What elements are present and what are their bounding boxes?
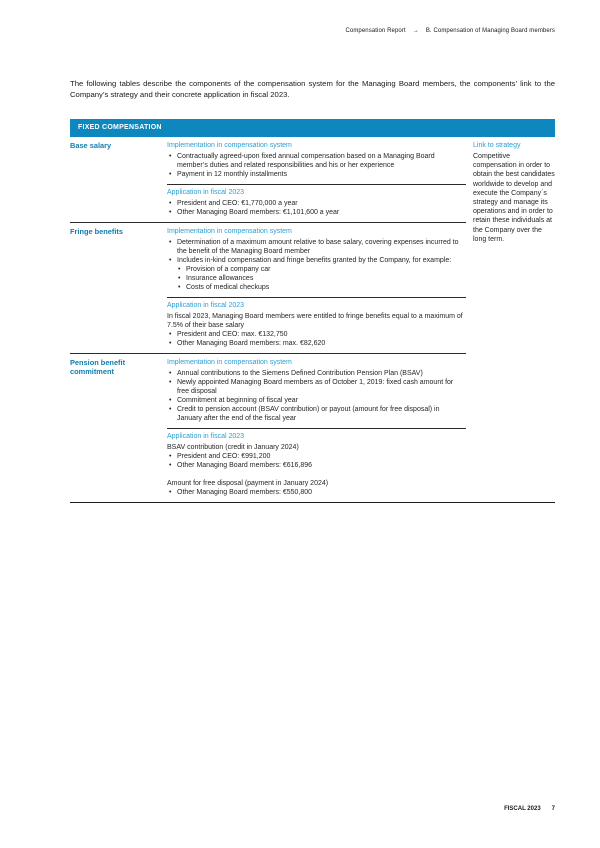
table-band-title: FIXED COMPENSATION bbox=[70, 119, 555, 137]
bullet-item: • Annual contributions to the Siemens Defined Contribution Pension Plan (BSAV) bbox=[167, 369, 466, 378]
fixed-compensation-table bbox=[70, 119, 555, 503]
bullet-item: • Other Managing Board members: €616,896 bbox=[167, 461, 466, 470]
sub-bullet-item: • Costs of medical checkups bbox=[167, 283, 466, 292]
link-to-strategy-column bbox=[473, 137, 555, 502]
implementation-block bbox=[167, 141, 466, 179]
breadcrumb-section: Compensation Report bbox=[345, 28, 406, 34]
bullet-item: • Includes in-kind compensation and fringe benefits granted by the Company, for example: bbox=[167, 256, 466, 265]
bullet-item: • Payment in 12 monthly installments bbox=[167, 170, 466, 179]
application-heading: Application in fiscal 2023 bbox=[167, 302, 245, 309]
table-rows-column bbox=[70, 137, 466, 502]
bullet-item: • President and CEO: max. €132,750 bbox=[167, 330, 466, 339]
row-label: Pension benefit commitment bbox=[70, 358, 126, 376]
bullet-item: • President and CEO: €991,200 bbox=[167, 452, 466, 461]
row-label: Base salary bbox=[70, 141, 112, 150]
application-block bbox=[167, 428, 466, 497]
row-content bbox=[167, 358, 466, 497]
application-heading: Application in fiscal 2023 bbox=[167, 433, 245, 440]
table-row bbox=[70, 222, 466, 353]
row-content bbox=[167, 141, 466, 217]
bullet-item: • Other Managing Board members: €1,101,600 a year bbox=[167, 208, 466, 217]
row-label: Fringe benefits bbox=[70, 227, 123, 236]
bullet-item: • Other Managing Board members: €550,800 bbox=[167, 488, 466, 497]
paragraph: BSAV contribution (credit in January 2024) bbox=[167, 444, 299, 451]
bullet-item: • Commitment at beginning of fiscal year bbox=[167, 396, 466, 405]
intro-paragraph: The following tables describe the components of the compensation system for the Managing Board members, the components’ link to the Company’s strategy and their concrete application in fiscal 2023. bbox=[70, 79, 555, 99]
bullet-item: • Credit to pension account (BSAV contribution) or payout (amount for free disposal) in January after the end of the fiscal year bbox=[167, 405, 466, 423]
table-row bbox=[70, 137, 466, 222]
bullet-item: • President and CEO: €1,770,000 a year bbox=[167, 199, 466, 208]
bullet-item: • Determination of a maximum amount relative to base salary, covering expenses incurred to the benefit of the Managing Board member bbox=[167, 238, 466, 256]
page-footer bbox=[504, 806, 555, 812]
row-content bbox=[167, 227, 466, 348]
application-heading: Application in fiscal 2023 bbox=[167, 189, 245, 196]
footer-page-number: 7 bbox=[551, 806, 555, 812]
bullet-item: • Other Managing Board members: max. €82,620 bbox=[167, 339, 466, 348]
bullet-item: • Contractually agreed-upon fixed annual compensation based on a Managing Board member’s duties and related responsibilities and his or her experience bbox=[167, 152, 466, 170]
implementation-heading: Implementation in compensation system bbox=[167, 359, 292, 366]
table-row bbox=[70, 353, 466, 502]
spacer bbox=[167, 470, 466, 479]
implementation-block bbox=[167, 227, 466, 292]
implementation-heading: Implementation in compensation system bbox=[167, 142, 292, 149]
breadcrumb bbox=[345, 28, 555, 34]
implementation-heading: Implementation in compensation system bbox=[167, 228, 292, 235]
application-block bbox=[167, 297, 466, 348]
strategy-heading: Link to strategy bbox=[473, 142, 521, 149]
footer-fiscal-label: FISCAL 2023 bbox=[504, 806, 541, 812]
bullet-item: • Newly appointed Managing Board members as of October 1, 2019: fixed cash amount for free disposal bbox=[167, 378, 466, 396]
paragraph: In fiscal 2023, Managing Board members were entitled to fringe benefits equal to a maximum of 7.5% of their base salary bbox=[167, 313, 463, 329]
paragraph: Amount for free disposal (payment in January 2024) bbox=[167, 480, 329, 487]
sub-bullet-item: • Insurance allowances bbox=[167, 274, 466, 283]
table-body bbox=[70, 137, 555, 503]
implementation-block bbox=[167, 358, 466, 423]
breadcrumb-chapter: B. Compensation of Managing Board members bbox=[425, 28, 555, 34]
application-block bbox=[167, 184, 466, 217]
sub-bullet-item: • Provision of a company car bbox=[167, 265, 466, 274]
strategy-text: Competitive compensation in order to obtain the best candidates worldwide to develop and execute the Company´s strategy and manage its operations and in order to retain these individuals at the Company over the long term. bbox=[473, 153, 555, 243]
breadcrumb-arrow-icon: → bbox=[412, 28, 419, 34]
